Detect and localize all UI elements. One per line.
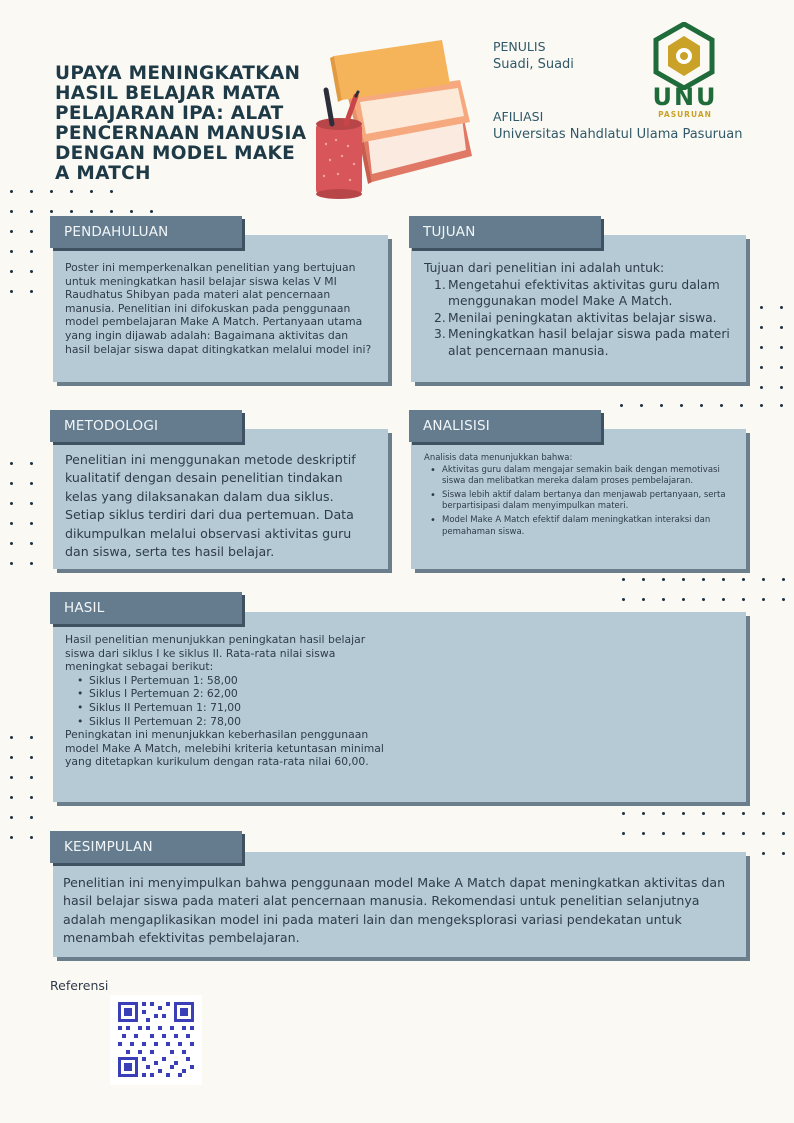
qr-code-icon	[110, 995, 202, 1085]
list-item: • Siklus II Pertemuan 2: 78,00	[71, 715, 393, 729]
metodologi-heading: METODOLOGI	[50, 410, 242, 442]
tujuan-list	[424, 277, 736, 360]
list-item: 1. Mengetahui efektivitas aktivitas guru dalam menggunakan model Make A Match.	[434, 277, 720, 308]
logo-text: UNU	[652, 83, 718, 111]
list-item: 2. Menilai peningkatan aktivitas belajar siswa.	[434, 310, 717, 325]
hasil-content	[65, 633, 393, 769]
author-label: PENULIS	[493, 39, 546, 54]
tujuan-heading: TUJUAN	[409, 216, 601, 248]
list-item: • Aktivitas guru dalam mengajar semakin baik dengan memotivasi siswa dan melibatkan mereka dalam proses pembelajaran.	[424, 465, 742, 488]
kesimpulan-heading: KESIMPULAN	[50, 831, 242, 863]
list-item: • Siswa lebih aktif dalam bertanya dan menjawab pertanyaan, serta berpartisipasi dalam menyimpulkan materi.	[424, 490, 742, 513]
analisis-list	[424, 465, 742, 539]
hasil-intro: Hasil penelitian menunjukkan peningkatan hasil belajar siswa dari siklus I ke siklus II. Rata-rata nilai siswa meningkat sebagai berikut:	[65, 633, 366, 674]
kesimpulan-text: Penelitian ini menyimpulkan bahwa penggunaan model Make A Match dapat meningkatkan aktivitas dan hasil belajar siswa pada materi alat pencernaan manusia. Rekomendasi untuk penelitian selanjutnya adalah mengaplikasikan model ini pada materi lain dan mengeksplorasi variasi pendekatan untuk menambah efektivitas pembelajaran.	[63, 875, 726, 946]
tujuan-intro: Tujuan dari penelitian ini adalah untuk:	[424, 261, 665, 275]
dot-pattern-left-mid	[10, 462, 50, 572]
pendahuluan-text: Poster ini memperkenalkan penelitian yang bertujuan untuk meningkatkan hasil belajar siswa kelas V MI Raudhatus Shibyan pada materi alat pencernaan manusia. Penelitian ini difokuskan pada penggunaan model pembelajaran Make A Match. Pertanyaan utama yang ingin dijawab adalah: Bagaimana aktivitas dan hasil belajar siswa dapat ditingkatkan melalui model ini?	[65, 261, 372, 356]
affiliation-value: Universitas Nahdlatul Ulama Pasuruan	[493, 127, 743, 142]
analisis-heading: ANALISISI	[409, 410, 601, 442]
tujuan-content	[424, 260, 736, 359]
logo-subtext: PASURUAN	[658, 110, 712, 119]
list-item: • Siklus I Pertemuan 2: 62,00	[71, 687, 393, 701]
poster-title: UPAYA MENINGKATKAN HASIL BELAJAR MATA PELAJARAN IPA: ALAT PENCERNAAN MANUSIA DENGAN MODEL MAKE A MATCH	[55, 63, 307, 184]
metodologi-text: Penelitian ini menggunakan metode deskriptif kualitatif dengan desain penelitian tindakan kelas yang dilaksanakan dalam dua siklus. Setiap siklus terdiri dari dua pertemuan. Data dikumpulkan melalui observasi aktivitas guru dan siswa, serta tes hasil belajar.	[65, 452, 356, 560]
referensi-label: Referensi	[50, 978, 109, 993]
dot-pattern-left-low	[10, 736, 50, 846]
pendahuluan-heading: PENDAHULUAN	[50, 216, 242, 248]
analisis-intro: Analisis data menunjukkan bahwa:	[424, 453, 573, 463]
list-item: • Siklus II Pertemuan 1: 71,00	[71, 701, 393, 715]
list-item: 3. Meningkatkan hasil belajar siswa pada materi alat pencernaan manusia.	[434, 327, 730, 358]
author-value: Suadi, Suadi	[493, 57, 574, 72]
analisis-content	[424, 453, 742, 540]
list-item: • Siklus I Pertemuan 1: 58,00	[71, 674, 393, 688]
hasil-heading: HASIL	[50, 592, 242, 624]
affiliation-label: AFILIASI	[493, 109, 544, 124]
hasil-outro: Peningkatan ini menunjukkan keberhasilan penggunaan model Make A Match, melebihi kriteria ketuntasan minimal yang ditetapkan kurikulum dengan rata-rata nilai 60,00.	[65, 728, 384, 769]
unu-logo	[650, 22, 718, 122]
list-item: • Model Make A Match efektif dalam meningkatkan interaksi dan pemahaman siswa.	[424, 515, 742, 538]
qr-code[interactable]	[110, 995, 202, 1085]
unu-emblem-icon	[650, 22, 718, 90]
books-illustration	[312, 34, 474, 204]
hasil-list	[71, 674, 393, 728]
